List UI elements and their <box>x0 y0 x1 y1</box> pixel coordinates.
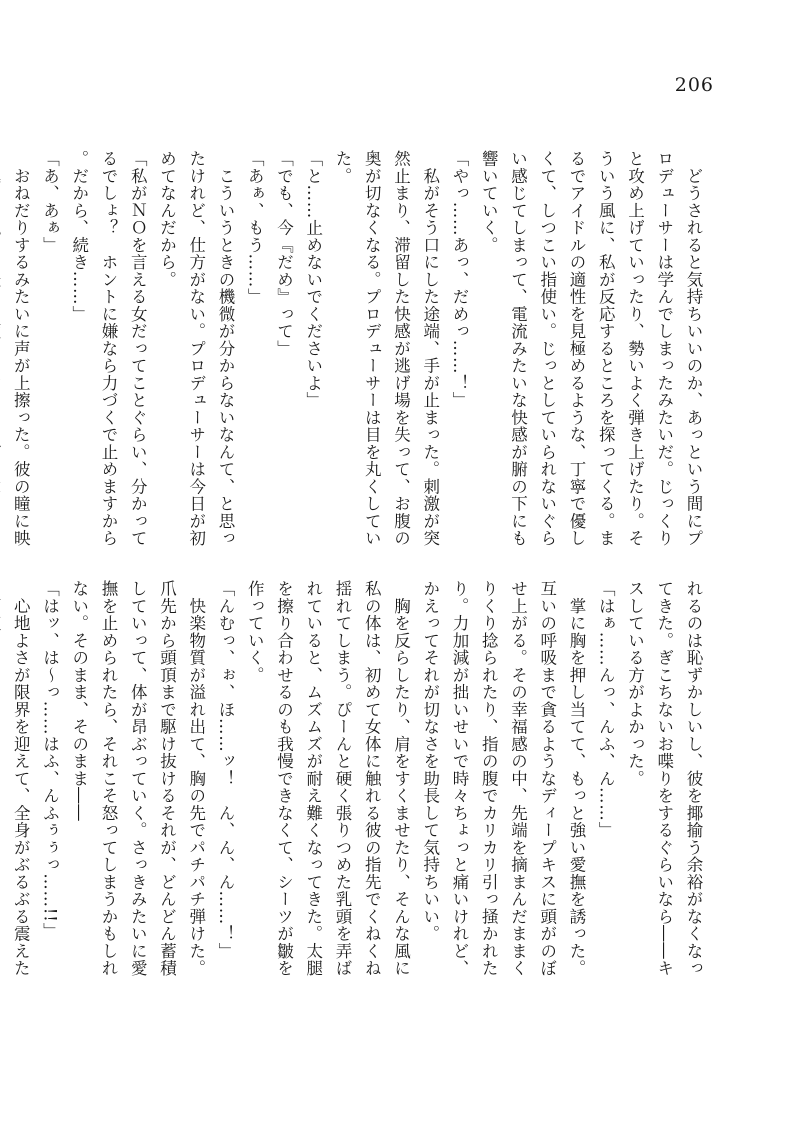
paragraph: れるのは恥ずかしいし、彼を揶揄う余裕がなくなってきた。ぎこちないお喋りをするぐらいなら――キスしている方がよかった。 <box>625 580 703 977</box>
paragraph: どうされると気持ちいいのか、あっという間にプロデューサーは学んでしまったみたいだ。じっくりと攻め上げていったり、勢いよく弾き上げたり。そういう風に、私が反応するところを探ってくる。まるでアイドルの適性を見極めるような、丁寧で優しくて、しつこい指使い。じっとしていられないぐらい感じてしまって、電流みたいな快感が腑の下にも響いていく。 <box>479 150 703 547</box>
paragraph: 胸を反らしたり、肩をすくませたり、そんな風に私の体は、初めて女体に触れる彼の指先でくねくね揺れてしまう。ぴーんと硬く張りつめた乳頭を弄ばれていると、ムズムズが耐え難くなってきた。太腿を擦り合わせるのも我慢できなくて、シーツが皺を作っていく。 <box>245 580 411 977</box>
page-number: 206 <box>674 74 714 96</box>
dialogue-line: 「はぁ……んっ、んふ、ん……」 <box>596 580 616 839</box>
paragraph: 心地よさが限界を迎えて、全身がぶるぶる震えた <box>11 597 31 977</box>
lower-text-block <box>11 580 708 990</box>
upper-text-block <box>11 150 708 550</box>
dialogue-line: 「やっ……あっ、だめっ……！」 <box>450 150 469 409</box>
dialogue-line: 「でも、今『だめ』って」 <box>274 150 294 357</box>
dialogue-line: 「はッ、は～っ……はふ、んふぅぅっ……!!」 <box>40 580 60 940</box>
paragraph: おねだりするみたいに声が上擦った。彼の瞳に映 <box>11 167 31 547</box>
dialogue-line: 「あぁ、もう……」 <box>245 150 265 306</box>
dialogue-line: 「私がＮＯを言える女だってことぐらい、分かってるでしょ？ ホントに嫌なら力づくで止めますから。だから、続き……」 <box>69 150 148 547</box>
paragraph: こういうときの機微が分からないなんて、と思ったけれど、仕方がない。プロデューサーは今日が初めてなんだから。 <box>157 150 235 547</box>
paragraph: 掌に胸を押し当てて、もっと強い愛撫を誘った。互いの呼吸まで貪るようなディープキスに頭がのぼせ上がる。その幸福感の中、先端を摘まんだままくりくり捻られたり、指の腹でカリカリ引っ掻かれたり。力加減が拙いせいで時々ちょっと痛いけれど、かえってそれが切なさを助長して気持ちいい。 <box>420 580 586 977</box>
dialogue-line: 「あ、あぁ」 <box>40 150 60 254</box>
paragraph: 快楽物質が溢れ出て、胸の先でパチパチ弾けた。爪先から頭頂まで駆け抜けるそれが、どんどん蓄積していって、体が昂ぶっていく。さっきみたいに愛撫を止められたら、それこそ怒ってしまうかもしれない。そのまま、そのまま―― <box>69 580 206 977</box>
dialogue-line: 「んむっ、ぉ、ほ……ッ！ ん、ん、ん……！」 <box>216 580 235 960</box>
dialogue-line: 「と……止めないでくださいよ」 <box>303 150 323 409</box>
paragraph: 私がそう口にした途端、手が止まった。刺激が突然止まり、滞留した快感が逃げ場を失って、お腹の奥が切なくなる。プロデューサーは目を丸くしていた。 <box>333 150 440 547</box>
